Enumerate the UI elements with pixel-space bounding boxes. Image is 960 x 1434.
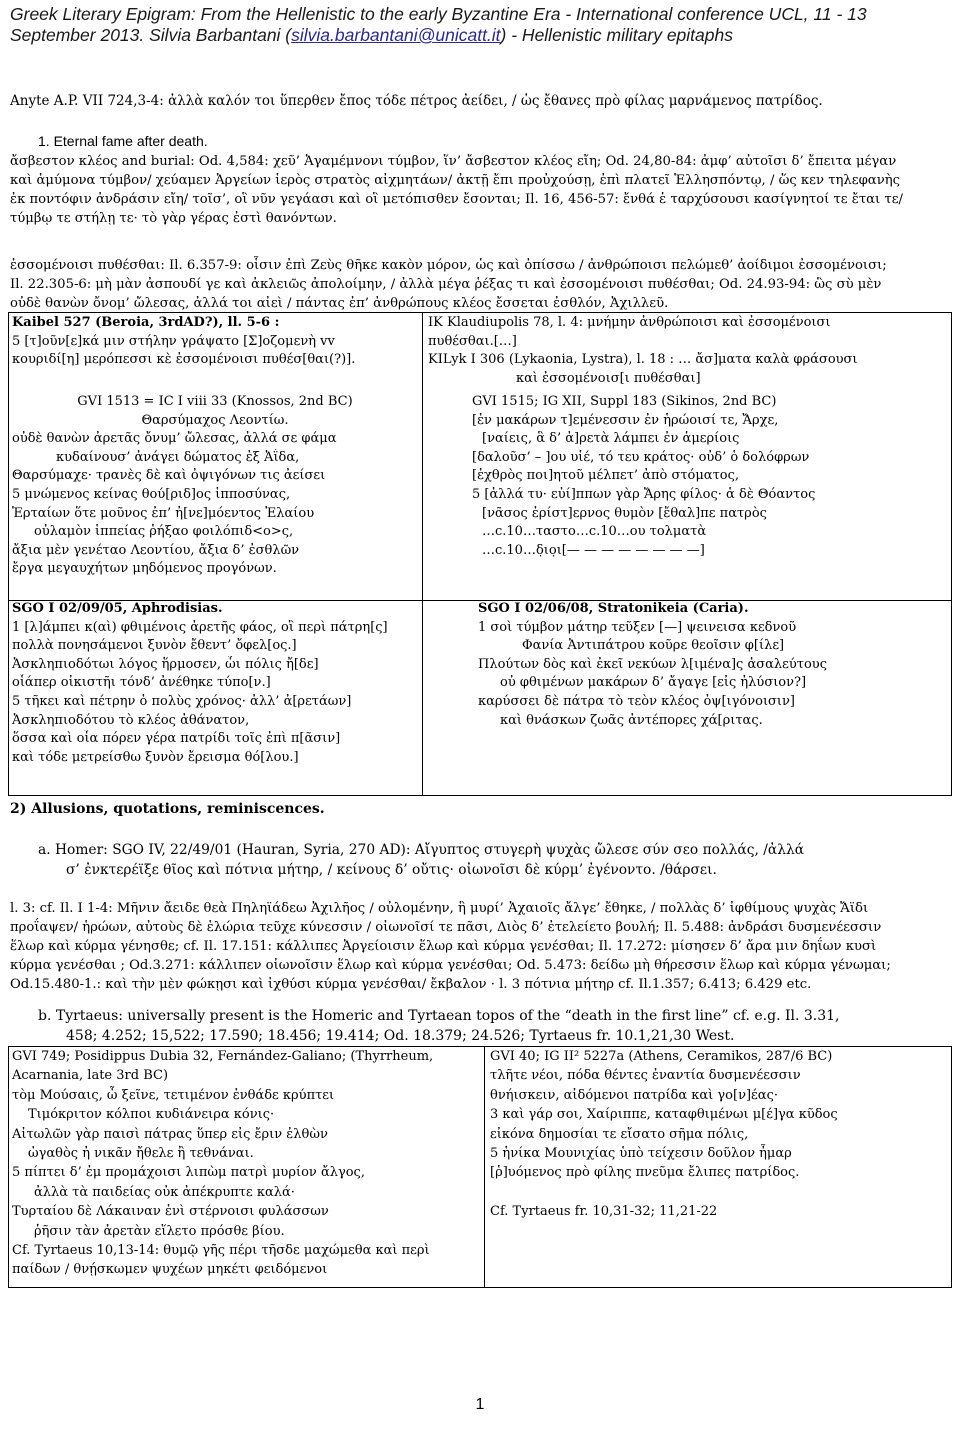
text-line: Il. 22.305-6: μὴ μὰν ἀσπουδί γε καὶ ἀκλειῶς ἀπολοίμην, / ἀλλὰ μέγα ῥέξας τι καὶ ἐσσομένοισι πυθέσθαι; Od. 24.93-94: ὣς σὺ μὲν <box>10 277 882 292</box>
cell-line: ὅσσα καὶ οἷα πόρεν γέρα πατρίδι τοῖς ἐπὶ π[ᾶσιν] <box>12 731 341 747</box>
table-border <box>8 1046 9 1288</box>
cell-title: SGO I 02/09/05, Aphrodisias. <box>12 601 223 616</box>
cell-line: κυδαίνουσ’ ἀνάγει δώματος ἐξ Ἀΐδα, <box>56 449 300 465</box>
cell-line: ῥῆσιν τὰν ἀρετὰν εἵλετο πρόσθε βίου. <box>34 1223 285 1239</box>
cell-line: πυθέσθαι.[…] <box>428 333 517 349</box>
text-line: κύρμα γενέσθαι ; Od.3.271: κάλλιπεν οἰωνοῖσιν ἕλωρ καὶ κύρμα γενέσθαι; Od. 5.473: δείδω μὴ θήρεσσιν ἕλωρ καὶ κύρμα γένωμαι; <box>10 958 891 973</box>
cell-line: ἄξια μὲν γενέταο Λεοντίου, ἄξια δ’ ἐσθλῶν <box>12 542 300 558</box>
header-line-1: Greek Literary Epigram: From the Hellenistic to the early Byzantine Era - International conference UCL, 11 - 13 <box>10 4 867 24</box>
cell-line: Acarnania, late 3rd BC) <box>12 1068 169 1084</box>
text-line: ἄσβεστον κλέος and burial: Od. 4,584: χεῦ’ Ἀγαμέμνονι τύμβον, ἵν’ ἄσβεστον κλέος εἴη; Od. 24,80-84: ἀμφ’ αὐτοῖσι δ’ ἔπειτα μέγαν <box>10 154 897 169</box>
text-line: ἕλωρ καὶ κύρμα γένησθε; cf. Il. 17.151: κάλλιπες Ἀργείοισιν ἕλωρ καὶ κύρμα γενέσθαι; Il. 17.272: μίσησεν δ’ ἄρα μιν δηΐων κυσὶ <box>10 939 877 954</box>
paragraph-essomenoisi <box>10 256 948 313</box>
cell-title: Kaibel 527 (Beroia, 3rdAD?), ll. 5-6 : <box>12 315 280 330</box>
email-link[interactable]: silvia.barbantani@unicatt.it <box>291 25 501 45</box>
cell-line: Ἀσκληπιοδότωι λόγος ἥρμοσεν, ὧι πόλις ἤ[δε] <box>12 656 319 672</box>
cell-line: 5 [ἀλλά τυ· εὐί]ππων γὰρ Ἄρης φίλος· ἁ δὲ Θόαντος <box>472 486 816 502</box>
page-number: 1 <box>475 1396 485 1413</box>
text-line: l. 3: cf. Il. I 1-4: Μῆνιν ἄειδε θεὰ Πηληϊάδεω Ἀχιλῆος / οὐλομένην, ἣ μυρί’ Ἀχαιοῖς ἄλγε’ ἔθηκε, / πολλὰς δ’ ἰφθίμους ψυχὰς Ἄϊδι <box>10 901 869 916</box>
cell-line: παίδων / θνῄσκωμεν ψυχέων μηκέτι φειδόμενοι <box>12 1262 328 1278</box>
section-heading-2: 2) Allusions, quotations, reminiscences. <box>10 801 325 817</box>
cell-title: GVI 1515; IG XII, Suppl 183 (Sikinos, 2nd BC) <box>472 394 777 409</box>
cell-line: 5 μνώμενος κείνας θού[ριδ]ος ἱπποσύνας, <box>12 486 291 502</box>
text-line: ἐκ ποντόφιν ἀνδράσιν εἴη/ τοῖσ’, οἳ νῦν γεγάασι καὶ οἳ μετόπισθεν ἔσονται; Il. 16, 456-57: ἔνθά ἑ ταρχύσουσι κασίγνητοί τε ἔται τε/ <box>10 192 903 207</box>
table-border <box>951 312 952 796</box>
cell-line: τὸμ Μούσαις, ὦ ξεῖνε, τετιμένον ἐνθάδε κρύπτει <box>12 1087 335 1103</box>
cell-line: 5 [τ]οῦν[ε]κά μιν στήλην γράψατο [Σ]οζομενὴ vv <box>12 333 335 349</box>
text-line: καὶ ἀμύμονα τύμβον/ χεύαμεν Ἀργείων ἱερὸς στρατὸς αἰχμητάων/ ἀκτῇ ἔπι προὐχούσῃ, ἐπὶ πλατεῖ Ἑλλησπόντῳ, / ὥς κεν τηλεφανὴς <box>10 173 901 188</box>
cell-line: 5 ἡνίκα Μουνιχίας ὑπὸ τείχεσιν δοῦλον ἦμαρ <box>490 1146 792 1162</box>
gvi-1515-cell <box>428 393 948 560</box>
cell-line: Τιμόκριτον κόλποι κυδιάνειρα κόνις· <box>28 1107 275 1123</box>
anyte-quote: Anyte A.P. VII 724,3-4: ἀλλὰ καλόν τοι ὕπερθεν ἔπος τόδε πέτρος ἀείδει, / ὡς ἔθανες πρὸ φίλας μαρνάμενος πατρίδος. <box>10 93 823 109</box>
cell-line: καὶ ἐσσομένοισ[ι πυθέσθαι] <box>516 370 701 386</box>
text-line: σ’ ἐνκτερέϊξε θῖος καὶ πότνια μήτηρ, / κείνους δ’ οὔτις· οἰωνοῖσι δὲ κύρμ’ ἐγένοντο. /θάρσει. <box>66 862 717 878</box>
gvi-1513-cell <box>12 393 418 579</box>
sgo-stratonikeia-cell <box>478 600 948 730</box>
table-divider <box>484 1046 485 1288</box>
page-header <box>10 4 950 46</box>
cell-line: Ἑρταίων ὅτε μοῦνος ἐπ’ ἠ[νε]μόεντος Ἐλαίου <box>12 505 315 521</box>
text-line: προΐαψεν/ ἡρώων, αὐτοὺς δὲ ἑλώρια τεῦχε κύνεσσιν / οἰωνοῖσί τε πᾶσι, Διὸς δ’ ἐτελείετο βουλή; Il. 5.488: ἀνδράσι δυσμενέεσσιν <box>10 920 882 935</box>
cell-line: Πλούτων δὸς καὶ ἐκεῖ νεκύων λ[ιμένα]ς ἀσαλεύτους <box>478 656 827 672</box>
cell-line: ἔργα μεγαυχήτων μηδόμενος προγόνων. <box>12 561 277 577</box>
cell-line: [ναίεις, ἃ δ’ ἀ]ρετὰ λάμπει ἐν ἁμερίοις <box>482 431 740 447</box>
kaibel-527-cell <box>12 314 418 370</box>
sgo-aphrodisias-cell <box>12 600 418 767</box>
cell-line: [νᾶσος ἐρίστ]ερνος θυμὸν [ἔθαλ]πε πατρὸς <box>482 505 767 521</box>
text-line: b. Tyrtaeus: universally present is the Homeric and Tyrtaean topos of the “death in the first line” cf. e.g. Il. 3.31, <box>38 1008 840 1024</box>
cell-line: IK Klaudiupolis 78, l. 4: μνήμην ἀνθρώποισι καὶ ἐσσομένοισι <box>428 315 831 330</box>
cell-line: Ἀσκληπιοδότου τὸ κλέος ἀθάνατον, <box>12 712 250 728</box>
cell-line: KILyk I 306 (Lykaonia, Lystra), l. 18 : … ἄσ]ματα καλὰ φράσουσι <box>428 352 858 368</box>
cell-line: 1 [λ]άμπει κ(αὶ) φθιμένοις ἀρετῆς φάος, οἳ περὶ πάτρη[ς] <box>12 619 388 635</box>
ik-klaudiupolis-cell <box>428 314 948 388</box>
cell-line: καὶ θνάσκων ζωᾶς ἀντέπορες χά[ριτας. <box>500 712 763 728</box>
cell-line: [ῥ]υόμενος πρὸ φίλης πνεῦμα ἔλιπες πατρίδος. <box>490 1165 800 1181</box>
cell-line: Cf. Tyrtaeus 10,13-14: θυμῷ γῆς πέρι τῆσδε μαχώμεθα καὶ περὶ <box>12 1243 430 1259</box>
cell-line: οἷάπερ οἰκιστῆι τόνδ’ ἀνέθηκε τύπο[ν.] <box>12 675 271 691</box>
cell-line: τλῆτε νέοι, πόδα θέντες ἐναντία δυσμενέεσσιν <box>490 1068 801 1084</box>
cell-line: Θαρσύμαχε· τρανὲς δὲ καὶ ὀψιγόνων τις ἀείσει <box>12 468 326 484</box>
cell-line: [ἐχθρὸς ποι]ητοῦ μέλπετ’ ἀπὸ στόματος, <box>472 468 740 484</box>
cell-line: …c.10…δ̣ιο̣ι[— — — — — — — —] <box>482 542 705 558</box>
cell-line: Τυρταίου δὲ Λάκαιναν ἐνὶ στέρνοισι φυλάσσων <box>12 1204 329 1220</box>
cell-line: ἀλλὰ τὰ παιδείας οὐκ ἀπέκρυπτε καλά· <box>34 1184 295 1200</box>
cell-line: καὶ τόδε μετρείσθω ξυνὸν ἔρεισμα θό[λου.] <box>12 749 299 765</box>
paragraph-asbeston <box>10 152 948 228</box>
cell-line: οὐ φθιμένων μακάρων δ’ ἄγαγε [εἰς ἠλύσιον?] <box>500 675 807 691</box>
text-line: τύμβῳ τε στήλῃ τε· τὸ γὰρ γέρας ἐστὶ θανόντων. <box>10 211 337 226</box>
cell-line: Αἰτωλῶν γὰρ παισὶ πάτρας ὕπερ εἰς ἔριν ἐλθὼν <box>12 1126 328 1142</box>
cell-line: Φανία Ἀντιπάτρου κοῦρε θεοῖσιν φ[ίλε] <box>522 638 785 654</box>
table-rule <box>8 795 952 796</box>
cell-line: 3 καὶ γάρ σοι, Χαίριππε, καταφθιμένωι μ[έ]γα κῦδος <box>490 1107 838 1123</box>
cell-title: GVI 749; Posidippus Dubia 32, Fernández-Galiano; (Thyrrheum, <box>12 1049 434 1064</box>
homer-item <box>38 840 948 880</box>
cell-line: οὐλαμὸν ἱππείας ῥήξαο φοιλόπιδ<ο>ς, <box>34 524 294 540</box>
cell-line: καρύσσει δὲ πάτρα τὸ τεὸν κλέος ὀψ[ιγόνοισιν] <box>478 693 796 709</box>
cell-line: 1 σοὶ τύμβον μάτηρ τεῦξεν [—] ψεινεισα κεδνοῦ <box>478 619 797 635</box>
header-suffix: ) - Hellenistic military epitaphs <box>500 25 733 45</box>
gvi-40-cell <box>490 1047 948 1221</box>
table-rule <box>8 1287 952 1288</box>
gvi-749-cell <box>12 1047 480 1280</box>
cell-line: 5 τῆκει καὶ πέτρην ὁ πολὺς χρόνος· ἀλλ’ ἀ[ρετάων] <box>12 693 352 709</box>
text-line: οὐδὲ θανὼν ὄνομ’ ὤλεσας, ἀλλά τοι αἰεὶ / πάντας ἐπ’ ἀνθρώπους κλέος ἔσσεται ἐσθλόν, Ἀχιλλεῦ. <box>10 296 669 311</box>
cell-line: Cf. Tyrtaeus fr. 10,31-32; 11,21-22 <box>490 1203 718 1219</box>
header-prefix: September 2013. Silvia Barbantani ( <box>10 25 292 45</box>
cell-line: Θαρσύμαχος Λεοντίω. <box>141 412 289 428</box>
cell-line: εἰκόνα δημοσίαι τε εἴσατο σῆμα πόλις, <box>490 1126 749 1142</box>
cell-line: κουριδί[η] μερόπεσσι κὲ ἐσσομένοισι πυθέσ[θαι(?)]. <box>12 352 356 368</box>
cell-title: GVI 40; IG II² 5227a (Athens, Ceramikos, 287/6 BC) <box>490 1049 833 1064</box>
cell-line: [δαλοῦσ’ – ]ου υἱέ, τό τευ κράτος· οὐδ’ ὁ δολόφρων <box>472 449 810 465</box>
tyrtaeus-item <box>38 1006 948 1046</box>
section-heading-1: 1. Eternal fame after death. <box>38 133 208 149</box>
cell-line: ὠγαθὸς ἠ νικᾶν ἤθελε ἢ τεθνάναι. <box>28 1146 254 1162</box>
text-line: a. Homer: SGO IV, 22/49/01 (Hauran, Syria, 270 AD): Αἴγυπτος στυγερὴ ψυχὰς ὤλεσε σύν σεο πολλάς, /ἀλλά <box>38 842 805 858</box>
cell-title: SGO I 02/06/08, Stratonikeia (Caria). <box>478 601 749 616</box>
cell-line: πολλὰ πονησάμενοι ξυνὸν ἔθεντ’ ὄφελ[ος.] <box>12 638 297 654</box>
table-border <box>8 312 9 796</box>
cell-line: θνήισκειν, αἰδόμενοι πατρίδα καὶ γο[ν]έας· <box>490 1087 778 1103</box>
cell-title: GVI 1513 = IC I viii 33 (Knossos, 2nd BC) <box>77 394 353 409</box>
paragraph-homer-refs <box>10 899 948 994</box>
cell-line: [ἐν μακάρων τ]εμένεσσιν ἐν ἡρώοισί τε, Ἄρχε, <box>472 412 779 428</box>
cell-line: 5 πίπτει δ’ ἐμ προμάχοισι λιπὼμ πατρὶ μυρίον ἄλγος, <box>12 1165 365 1181</box>
cell-line: …c.10…ταστο…c.10…ου τολματὰ <box>482 524 707 540</box>
table-rule <box>8 312 952 313</box>
header-line-2 <box>10 25 950 46</box>
table-divider <box>422 312 423 796</box>
cell-line: οὐδὲ θανὼν ἀρετᾶς ὄνυμ’ ὤλεσας, ἀλλά σε φάμα <box>12 431 337 447</box>
text-line: Od.15.480-1.: καὶ τὴν μὲν φώκῃσι καὶ ἰχθύσι κύρμα γενέσθαι/ ἔκβαλον · l. 3 πότνια μήτηρ cf. Il.1.357; 6.413; 6.429 etc. <box>10 977 812 992</box>
text-line: 458; 4.252; 15,522; 17.590; 18.456; 19.414; Od. 18.379; 24.526; Tyrtaeus fr. 10.1,21,30 West. <box>66 1028 735 1044</box>
table-border <box>951 1046 952 1288</box>
text-line: ἐσσομένοισι πυθέσθαι: Il. 6.357-9: οἷσιν ἐπὶ Ζεὺς θῆκε κακὸν μόρον, ὡς καὶ ὀπίσσω / ἀνθρώποισι πελώμεθ’ ἀοίδιμοι ἐσσομένοισι; <box>10 258 887 273</box>
